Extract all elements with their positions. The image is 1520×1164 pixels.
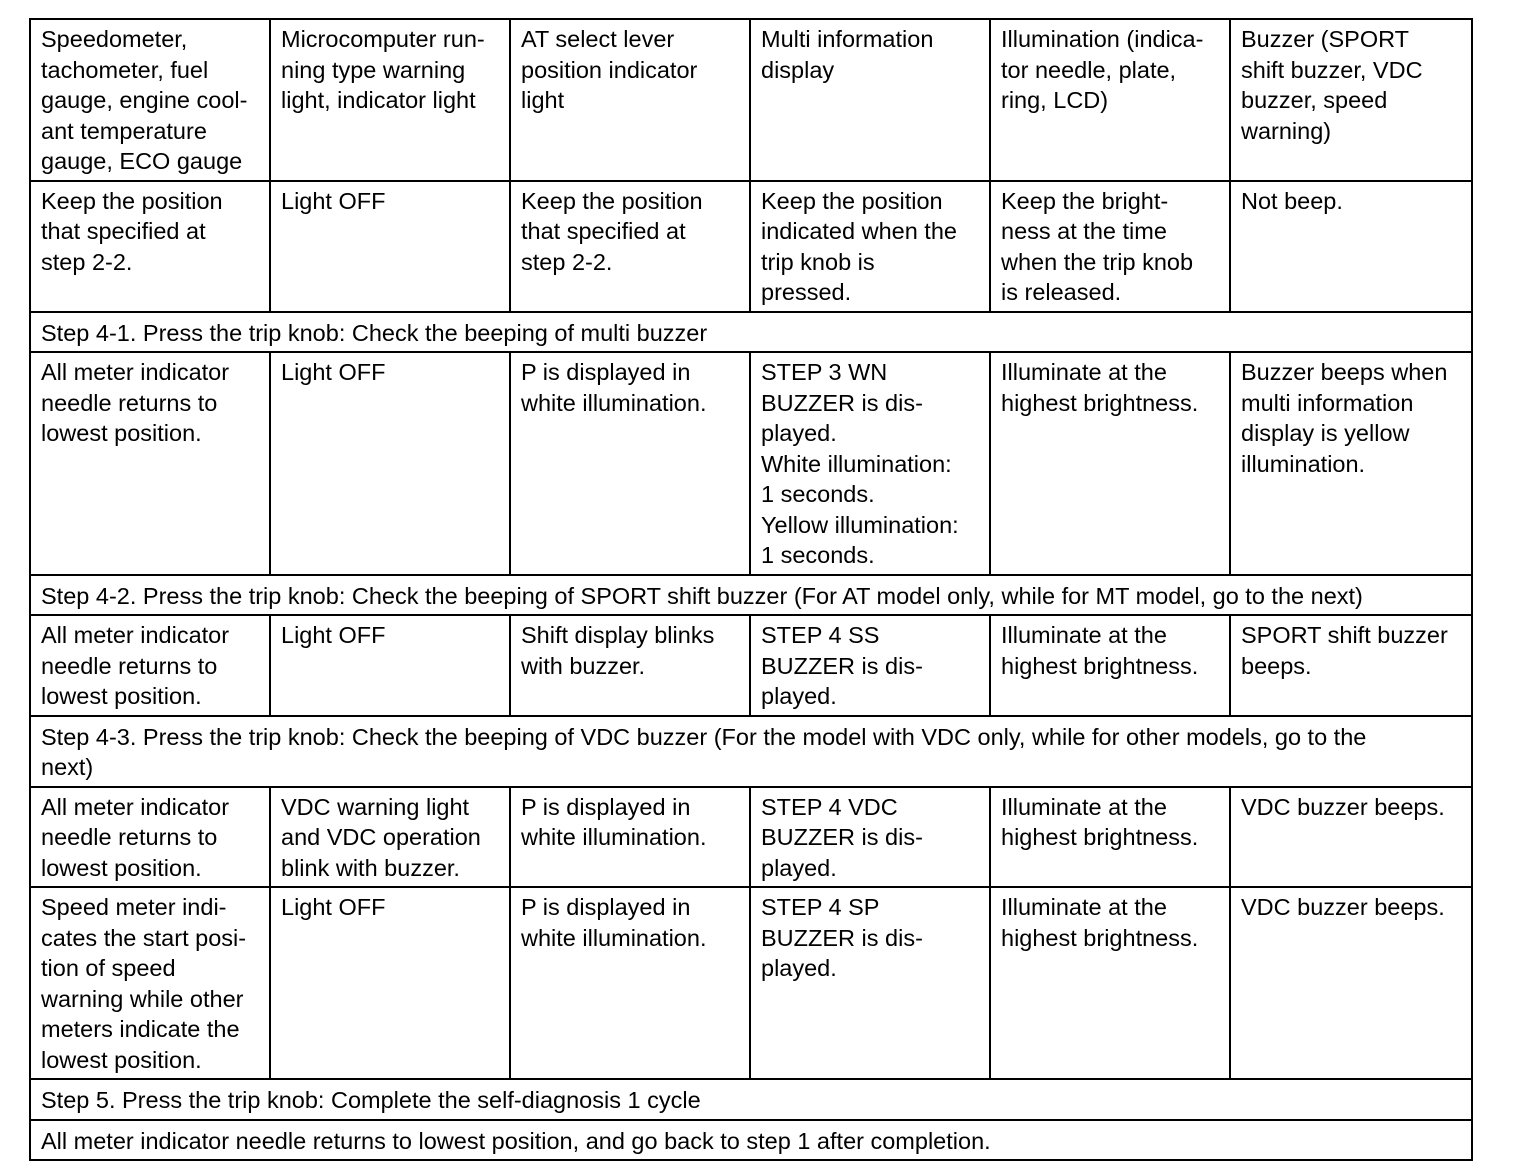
table-cell: P is displayed in white illumination. <box>510 352 750 575</box>
step-row <box>30 716 1472 787</box>
table-cell: STEP 4 VDC BUZZER is dis- played. <box>750 787 990 888</box>
table-cell: Illuminate at the highest brightness. <box>990 352 1230 575</box>
header-cell-buzzer: Buzzer (SPORT shift buzzer, VDC buzzer, speed warning) <box>1230 19 1472 181</box>
table-cell: VDC buzzer beeps. <box>1230 787 1472 888</box>
table-row <box>30 615 1472 716</box>
table-cell: Illuminate at the highest brightness. <box>990 615 1230 716</box>
table-row <box>30 352 1472 575</box>
step-row <box>30 575 1472 616</box>
table-cell: Speed meter indi- cates the start posi- tion of speed warning while other meters indicate the lowest position. <box>30 887 270 1079</box>
step-row <box>30 312 1472 353</box>
table-cell: P is displayed in white illumination. <box>510 787 750 888</box>
table-cell: Not beep. <box>1230 181 1472 312</box>
table-cell: STEP 3 WN BUZZER is dis- played. White illumination: 1 seconds. Yellow illumination: 1 seconds. <box>750 352 990 575</box>
table-cell: All meter indicator needle returns to lowest position. <box>30 615 270 716</box>
table-cell: Keep the position indicated when the trip knob is pressed. <box>750 181 990 312</box>
step-4-1-heading: Step 4-1. Press the trip knob: Check the beeping of multi buzzer <box>30 312 1472 353</box>
header-cell-gauges: Speedometer, tachometer, fuel gauge, engine cool- ant temperature gauge, ECO gauge <box>30 19 270 181</box>
step-row <box>30 1079 1472 1120</box>
header-cell-warning-light: Microcomputer run- ning type warning light, indicator light <box>270 19 510 181</box>
self-diagnosis-table <box>29 18 1473 1161</box>
table-row <box>30 887 1472 1079</box>
table-row <box>30 787 1472 888</box>
table-cell: Keep the position that specified at step 2-2. <box>30 181 270 312</box>
table-cell: Light OFF <box>270 181 510 312</box>
table-cell: Light OFF <box>270 887 510 1079</box>
table-cell: All meter indicator needle returns to lowest position. <box>30 787 270 888</box>
table-cell: STEP 4 SP BUZZER is dis- played. <box>750 887 990 1079</box>
table-cell: Keep the position that specified at step 2-2. <box>510 181 750 312</box>
final-note: All meter indicator needle returns to lowest position, and go back to step 1 after completion. <box>30 1120 1472 1161</box>
table-cell: P is displayed in white illumination. <box>510 887 750 1079</box>
table-cell: Light OFF <box>270 615 510 716</box>
table-cell: STEP 4 SS BUZZER is dis- played. <box>750 615 990 716</box>
table-cell: Illuminate at the highest brightness. <box>990 787 1230 888</box>
step-5-heading: Step 5. Press the trip knob: Complete the self-diagnosis 1 cycle <box>30 1079 1472 1120</box>
table-cell: All meter indicator needle returns to lowest position. <box>30 352 270 575</box>
table-cell: Shift display blinks with buzzer. <box>510 615 750 716</box>
header-cell-multi-display: Multi information display <box>750 19 990 181</box>
step-4-2-heading: Step 4-2. Press the trip knob: Check the beeping of SPORT shift buzzer (For AT model only, while for MT model, go to the next) <box>30 575 1472 616</box>
table-cell: Buzzer beeps when multi information display is yellow illumination. <box>1230 352 1472 575</box>
header-cell-at-lever: AT select lever position indicator light <box>510 19 750 181</box>
table-cell: VDC buzzer beeps. <box>1230 887 1472 1079</box>
table-header-row <box>30 19 1472 181</box>
table-cell: Illuminate at the highest brightness. <box>990 887 1230 1079</box>
table-row <box>30 181 1472 312</box>
table-cell: VDC warning light and VDC operation blink with buzzer. <box>270 787 510 888</box>
step-4-3-heading: Step 4-3. Press the trip knob: Check the beeping of VDC buzzer (For the model with VDC only, while for other models, go to the next) <box>30 716 1472 787</box>
table-cell: Keep the bright- ness at the time when the trip knob is released. <box>990 181 1230 312</box>
table-cell: Light OFF <box>270 352 510 575</box>
final-row <box>30 1120 1472 1161</box>
header-cell-illumination: Illumination (indica- tor needle, plate, ring, LCD) <box>990 19 1230 181</box>
table-cell: SPORT shift buzzer beeps. <box>1230 615 1472 716</box>
